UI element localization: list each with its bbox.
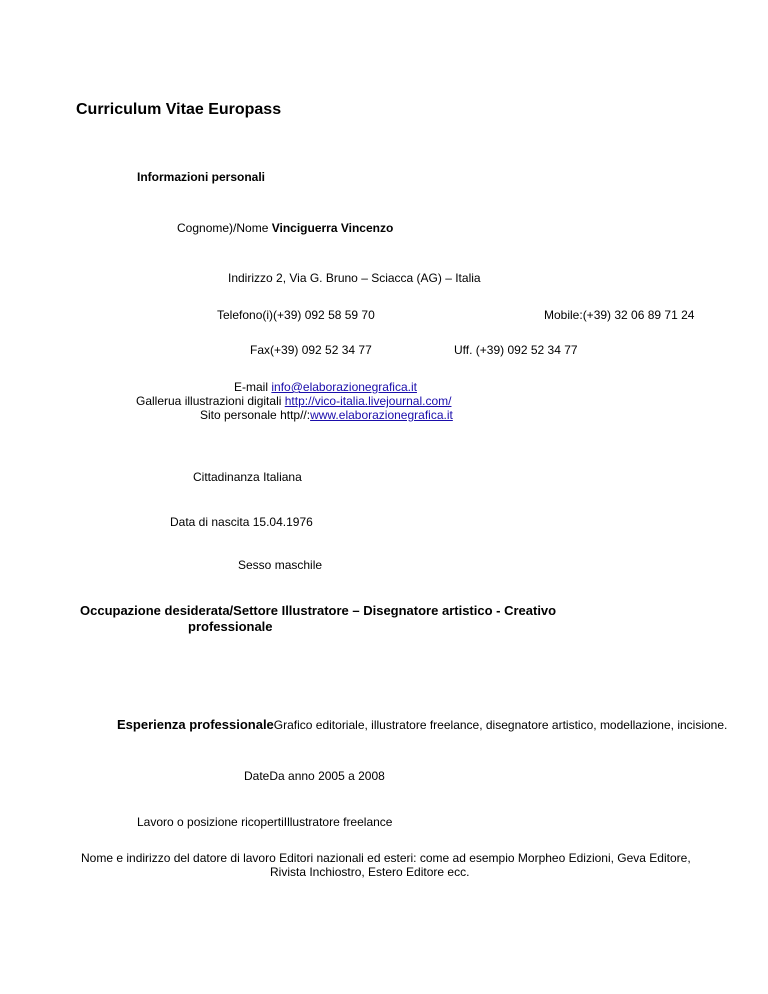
position-value: Illustratore freelance — [283, 815, 393, 829]
occupation-label-line2: professionale — [188, 619, 273, 634]
experience-row — [117, 716, 727, 734]
mobile-value: (+39) 32 06 89 71 24 — [582, 308, 695, 322]
fax-value: (+39) 092 52 34 77 — [270, 343, 372, 357]
position-row — [137, 815, 392, 829]
mobile-row — [544, 308, 694, 322]
birthdate-value: 15.04.1976 — [252, 515, 313, 529]
dates-label: Date — [244, 769, 270, 783]
sex-value: maschile — [274, 558, 323, 572]
email-label: E-mail — [234, 380, 269, 394]
dates-value: Da anno 2005 a 2008 — [269, 769, 385, 783]
phone-row — [217, 308, 375, 322]
employer-row — [81, 851, 691, 865]
occupation-value: Illustratore – Disegnatore artistico - Creativo — [281, 603, 557, 618]
sex-label: Sesso — [238, 558, 272, 572]
office-label: Uff. — [454, 343, 473, 357]
phone-label: Telefono(i) — [217, 308, 274, 322]
employer-label: Nome e indirizzo del datore di lavoro — [81, 851, 276, 865]
office-value: (+39) 092 52 34 77 — [475, 343, 578, 357]
name-label: Cognome)/Nome — [177, 221, 269, 235]
name-value: Vinciguerra Vincenzo — [271, 221, 394, 235]
birthdate-label: Data di nascita — [170, 515, 250, 529]
fax-label: Fax — [250, 343, 271, 357]
site-row — [120, 408, 453, 422]
gallery-label: Gallerua illustrazioni digitali — [136, 394, 282, 408]
office-phone-row — [454, 343, 578, 357]
position-label: Lavoro o posizione ricoperti — [137, 815, 284, 829]
citizenship-label: Cittadinanza — [193, 470, 260, 484]
sex-row — [238, 558, 322, 572]
email-row — [120, 380, 420, 394]
document-title: Curriculum Vitae Europass — [76, 101, 282, 118]
occupation-label-line1: Occupazione desiderata/Settore — [80, 603, 278, 618]
gallery-row — [120, 394, 452, 408]
citizenship-value: Italiana — [263, 470, 302, 484]
employer-value-line2: Rivista Inchiostro, Estero Editore ecc. — [270, 865, 470, 879]
experience-heading: Esperienza professionale — [117, 717, 274, 732]
address-value: 2, Via G. Bruno – Sciacca (AG) – Italia — [276, 271, 481, 285]
section-heading-personal: Informazioni personali — [137, 170, 266, 184]
address-row — [228, 271, 481, 285]
site-link[interactable]: www.elaborazionegrafica.it — [310, 408, 453, 422]
gallery-link[interactable]: http://vico-italia.livejournal.com/ — [284, 394, 452, 408]
birthdate-row — [170, 515, 313, 529]
employer-value-line1: Editori nazionali ed esteri: come ad esempio Morpheo Edizioni, Geva Editore, — [279, 851, 691, 865]
dates-row — [244, 769, 385, 783]
fax-row — [250, 343, 372, 357]
experience-summary: Grafico editoriale, illustratore freelance, disegnatore artistico, modellazione, incisione. — [273, 718, 728, 732]
mobile-label: Mobile: — [544, 308, 583, 322]
phone-value: (+39) 092 58 59 70 — [273, 308, 375, 322]
citizenship-row — [193, 470, 302, 484]
address-label: Indirizzo — [228, 271, 273, 285]
name-row — [177, 221, 393, 235]
site-label: Sito personale — [200, 408, 277, 422]
email-link[interactable]: info@elaborazionegrafica.it — [271, 380, 417, 394]
occupation-row — [80, 603, 556, 619]
site-prefix: http//: — [280, 408, 311, 422]
contacts-block — [120, 380, 453, 422]
